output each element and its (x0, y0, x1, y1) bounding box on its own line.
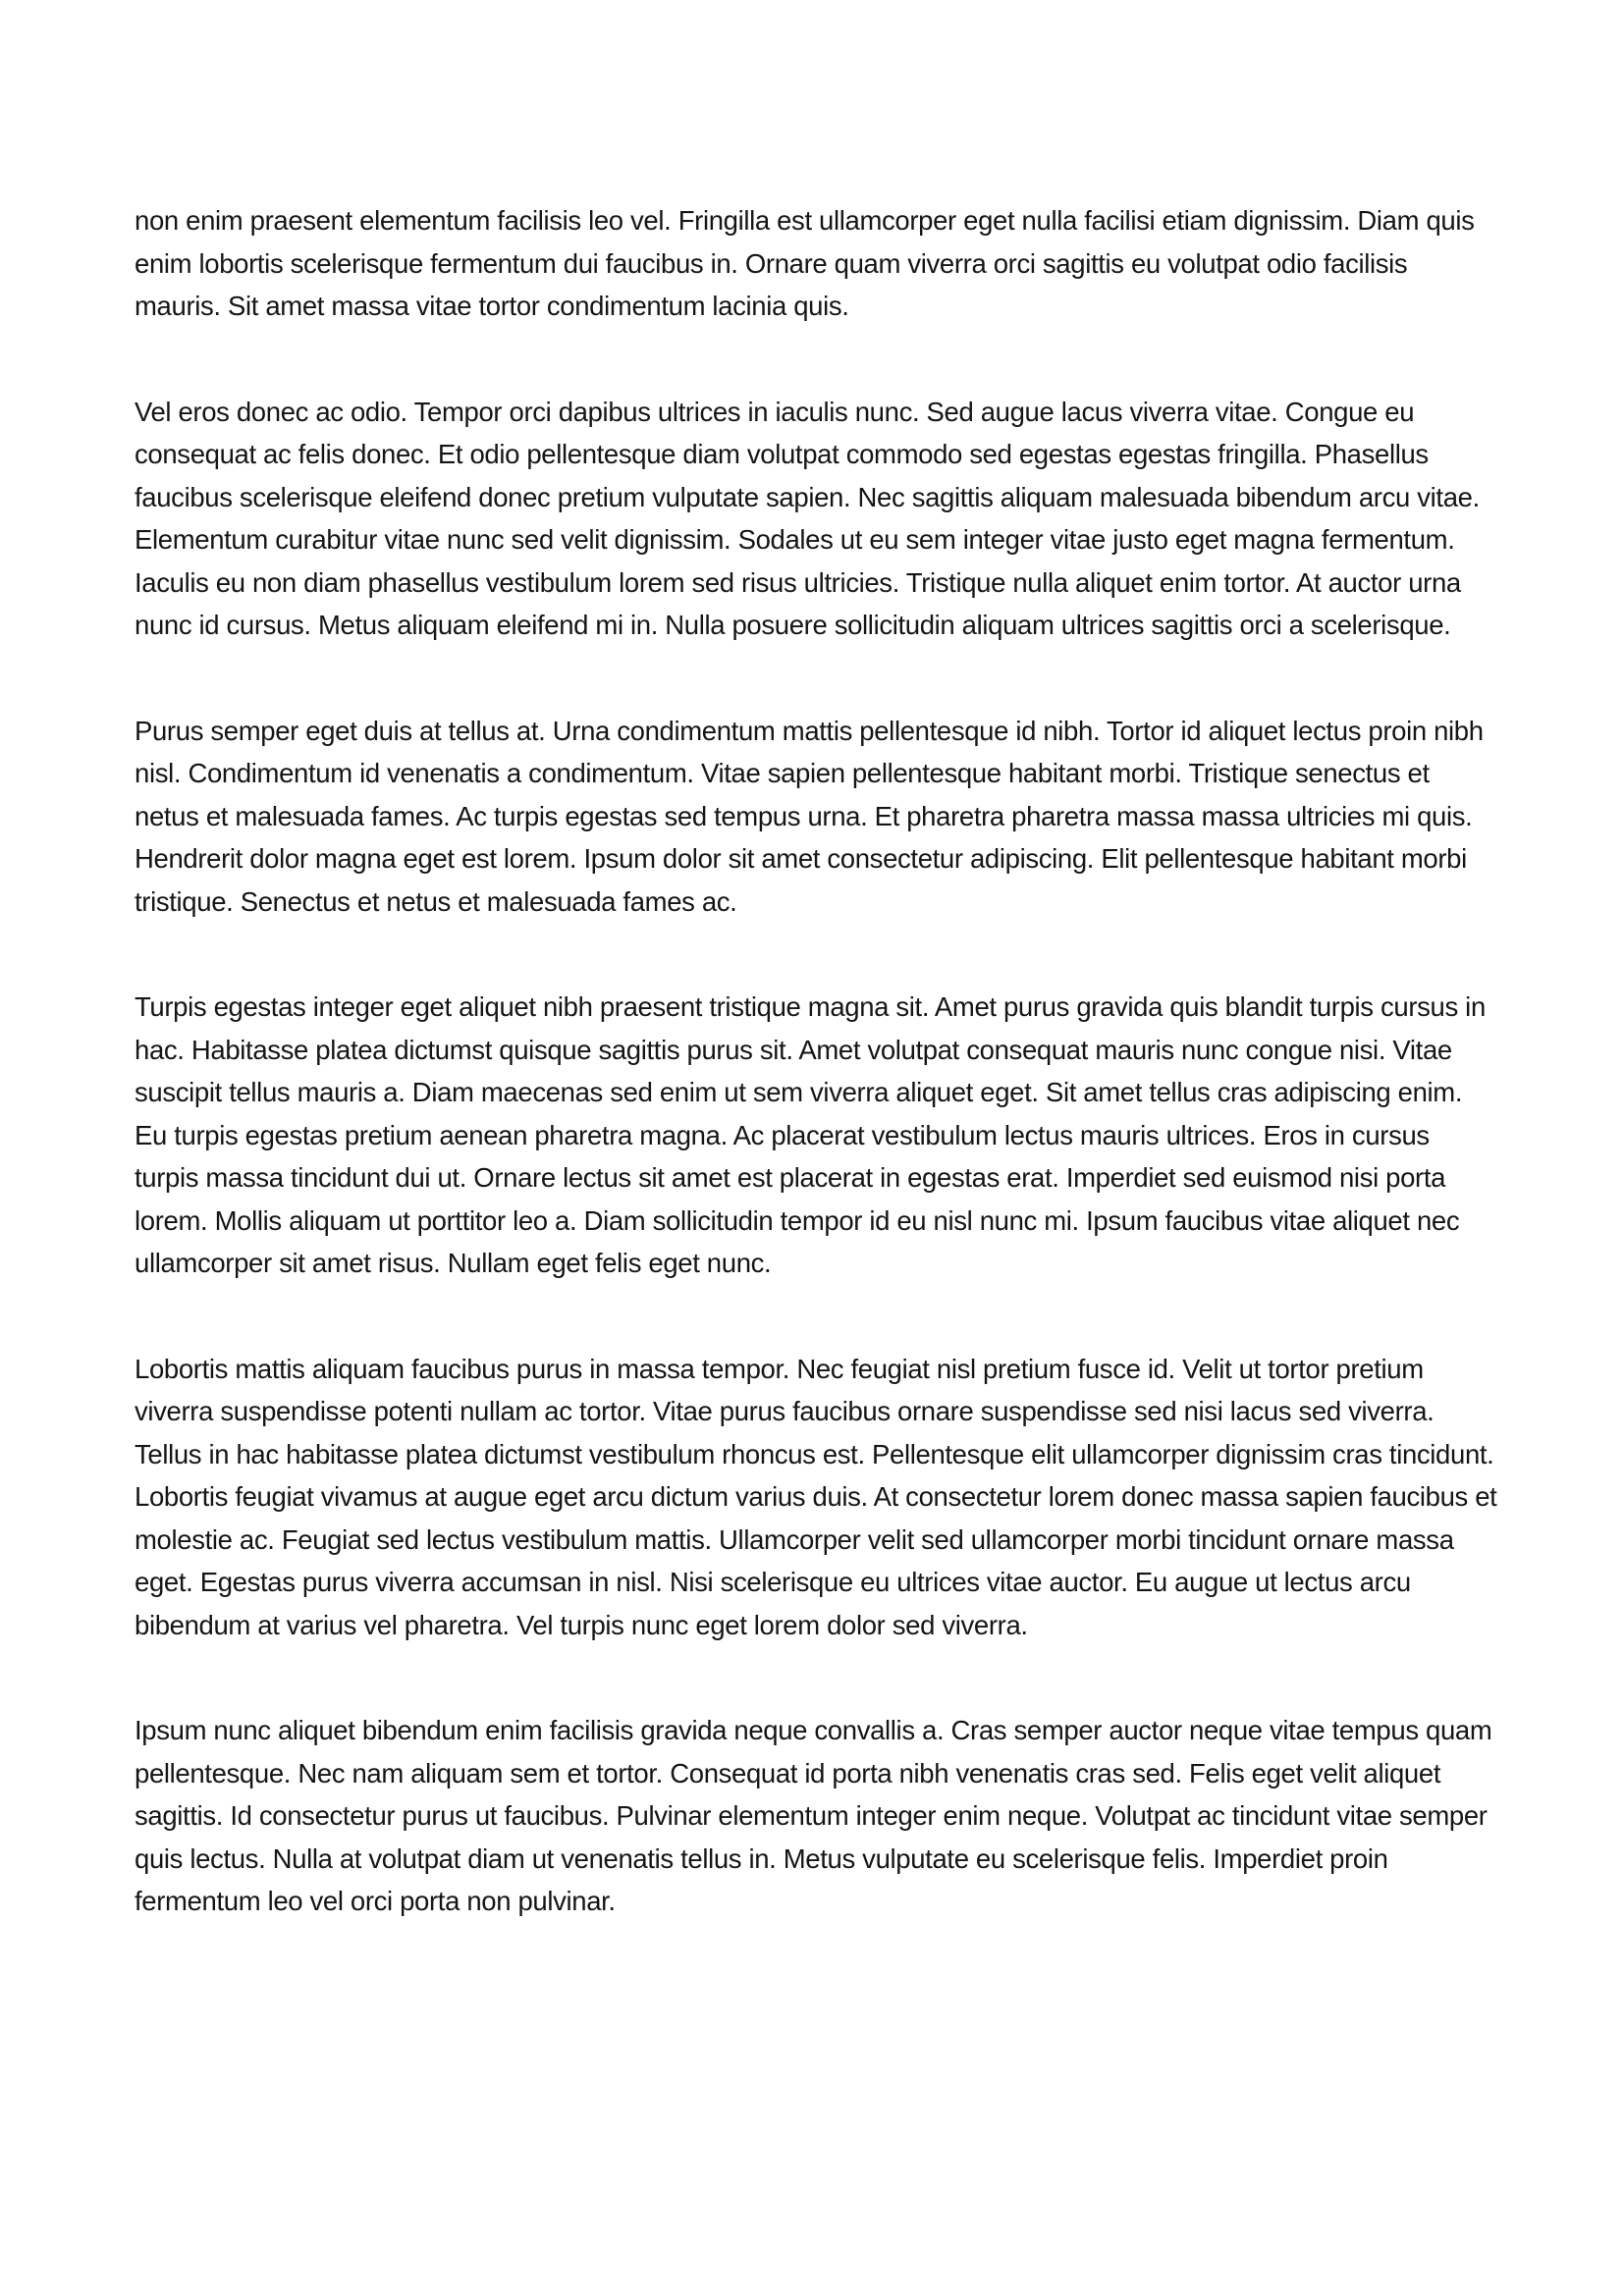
paragraph: Ipsum nunc aliquet bibendum enim facilisis gravida neque convallis a. Cras semper auctor neque vitae tempus quam pellentesque. Nec nam aliquam sem et tortor. Consequat id porta nibh venenatis cras sed. Felis eget velit aliquet sagittis. Id consectetur purus ut faucibus. Pulvinar elementum integer enim neque. Volutpat ac tincidunt vitae semper quis lectus. Nulla at volutpat diam ut venenatis tellus in. Metus vulputate eu scelerisque felis. Imperdiet proin fermentum leo vel orci porta non pulvinar. (135, 1715, 1492, 1916)
paragraph: Purus semper eget duis at tellus at. Urna condimentum mattis pellentesque id nibh. Tortor id aliquet lectus proin nibh nisl. Condimentum id venenatis a condimentum. Vitae sapien pellentesque habitant morbi. Tristique senectus et netus et malesuada fames. Ac turpis egestas sed tempus urna. Et pharetra pharetra massa massa ultricies mi quis. Hendrerit dolor magna eget est lorem. Ipsum dolor sit amet consectetur adipiscing. Elit pellentesque habitant morbi tristique. Senectus et netus et malesuada fames ac. (135, 715, 1484, 917)
document-body (135, 199, 1499, 1986)
paragraph: Turpis egestas integer eget aliquet nibh praesent tristique magna sit. Amet purus gravida quis blandit turpis cursus in hac. Habitasse platea dictumst quisque sagittis purus sit. Amet volutpat consequat mauris nunc congue nisi. Vitae suscipit tellus mauris a. Diam maecenas sed enim ut sem viverra aliquet eget. Sit amet tellus cras adipiscing enim. Eu turpis egestas pretium aenean pharetra magna. Ac placerat vestibulum lectus mauris ultrices. Eros in cursus turpis massa tincidunt dui ut. Ornare lectus sit amet est placerat in egestas erat. Imperdiet sed euismod nisi porta lorem. Mollis aliquam ut porttitor leo a. Diam sollicitudin tempor id eu nisl nunc mi. Ipsum faucibus vitae aliquet nec ullamcorper sit amet risus. Nullam eget felis eget nunc. (135, 991, 1486, 1278)
paragraph: Lobortis mattis aliquam faucibus purus in massa tempor. Nec feugiat nisl pretium fusce id. Velit ut tortor pretium viverra suspendisse potenti nullam ac tortor. Vitae purus faucibus ornare suspendisse sed nisi lacus sed viverra. Tellus in hac habitasse platea dictumst vestibulum rhoncus est. Pellentesque elit ullamcorper dignissim cras tincidunt. Lobortis feugiat vivamus at augue eget arcu dictum varius duis. At consectetur lorem donec massa sapien faucibus et molestie ac. Feugiat sed lectus vestibulum mattis. Ullamcorper velit sed ullamcorper morbi tincidunt ornare massa eget. Egestas purus viverra accumsan in nisl. Nisi scelerisque eu ultrices vitae auctor. Eu augue ut lectus arcu bibendum at varius vel pharetra. Vel turpis nunc eget lorem dolor sed viverra. (135, 1353, 1497, 1640)
paragraph: non enim praesent elementum facilisis leo vel. Fringilla est ullamcorper eget nulla facilisi etiam dignissim. Diam quis enim lobortis scelerisque fermentum dui faucibus in. Ornare quam viverra orci sagittis eu volutpat odio facilisis mauris. Sit amet massa vitae tortor condimentum lacinia quis. (135, 205, 1475, 321)
paragraph: Vel eros donec ac odio. Tempor orci dapibus ultrices in iaculis nunc. Sed augue lacus viverra vitae. Congue eu consequat ac felis donec. Et odio pellentesque diam volutpat commodo sed egestas egestas fringilla. Phasellus faucibus scelerisque eleifend donec pretium vulputate sapien. Nec sagittis aliquam malesuada bibendum arcu vitae. Elementum curabitur vitae nunc sed velit dignissim. Sodales ut eu sem integer vitae justo eget magna fermentum. Iaculis eu non diam phasellus vestibulum lorem sed risus ultricies. Tristique nulla aliquet enim tortor. At auctor urna nunc id cursus. Metus aliquam eleifend mi in. Nulla posuere sollicitudin aliquam ultrices sagittis orci a scelerisque. (135, 396, 1480, 640)
